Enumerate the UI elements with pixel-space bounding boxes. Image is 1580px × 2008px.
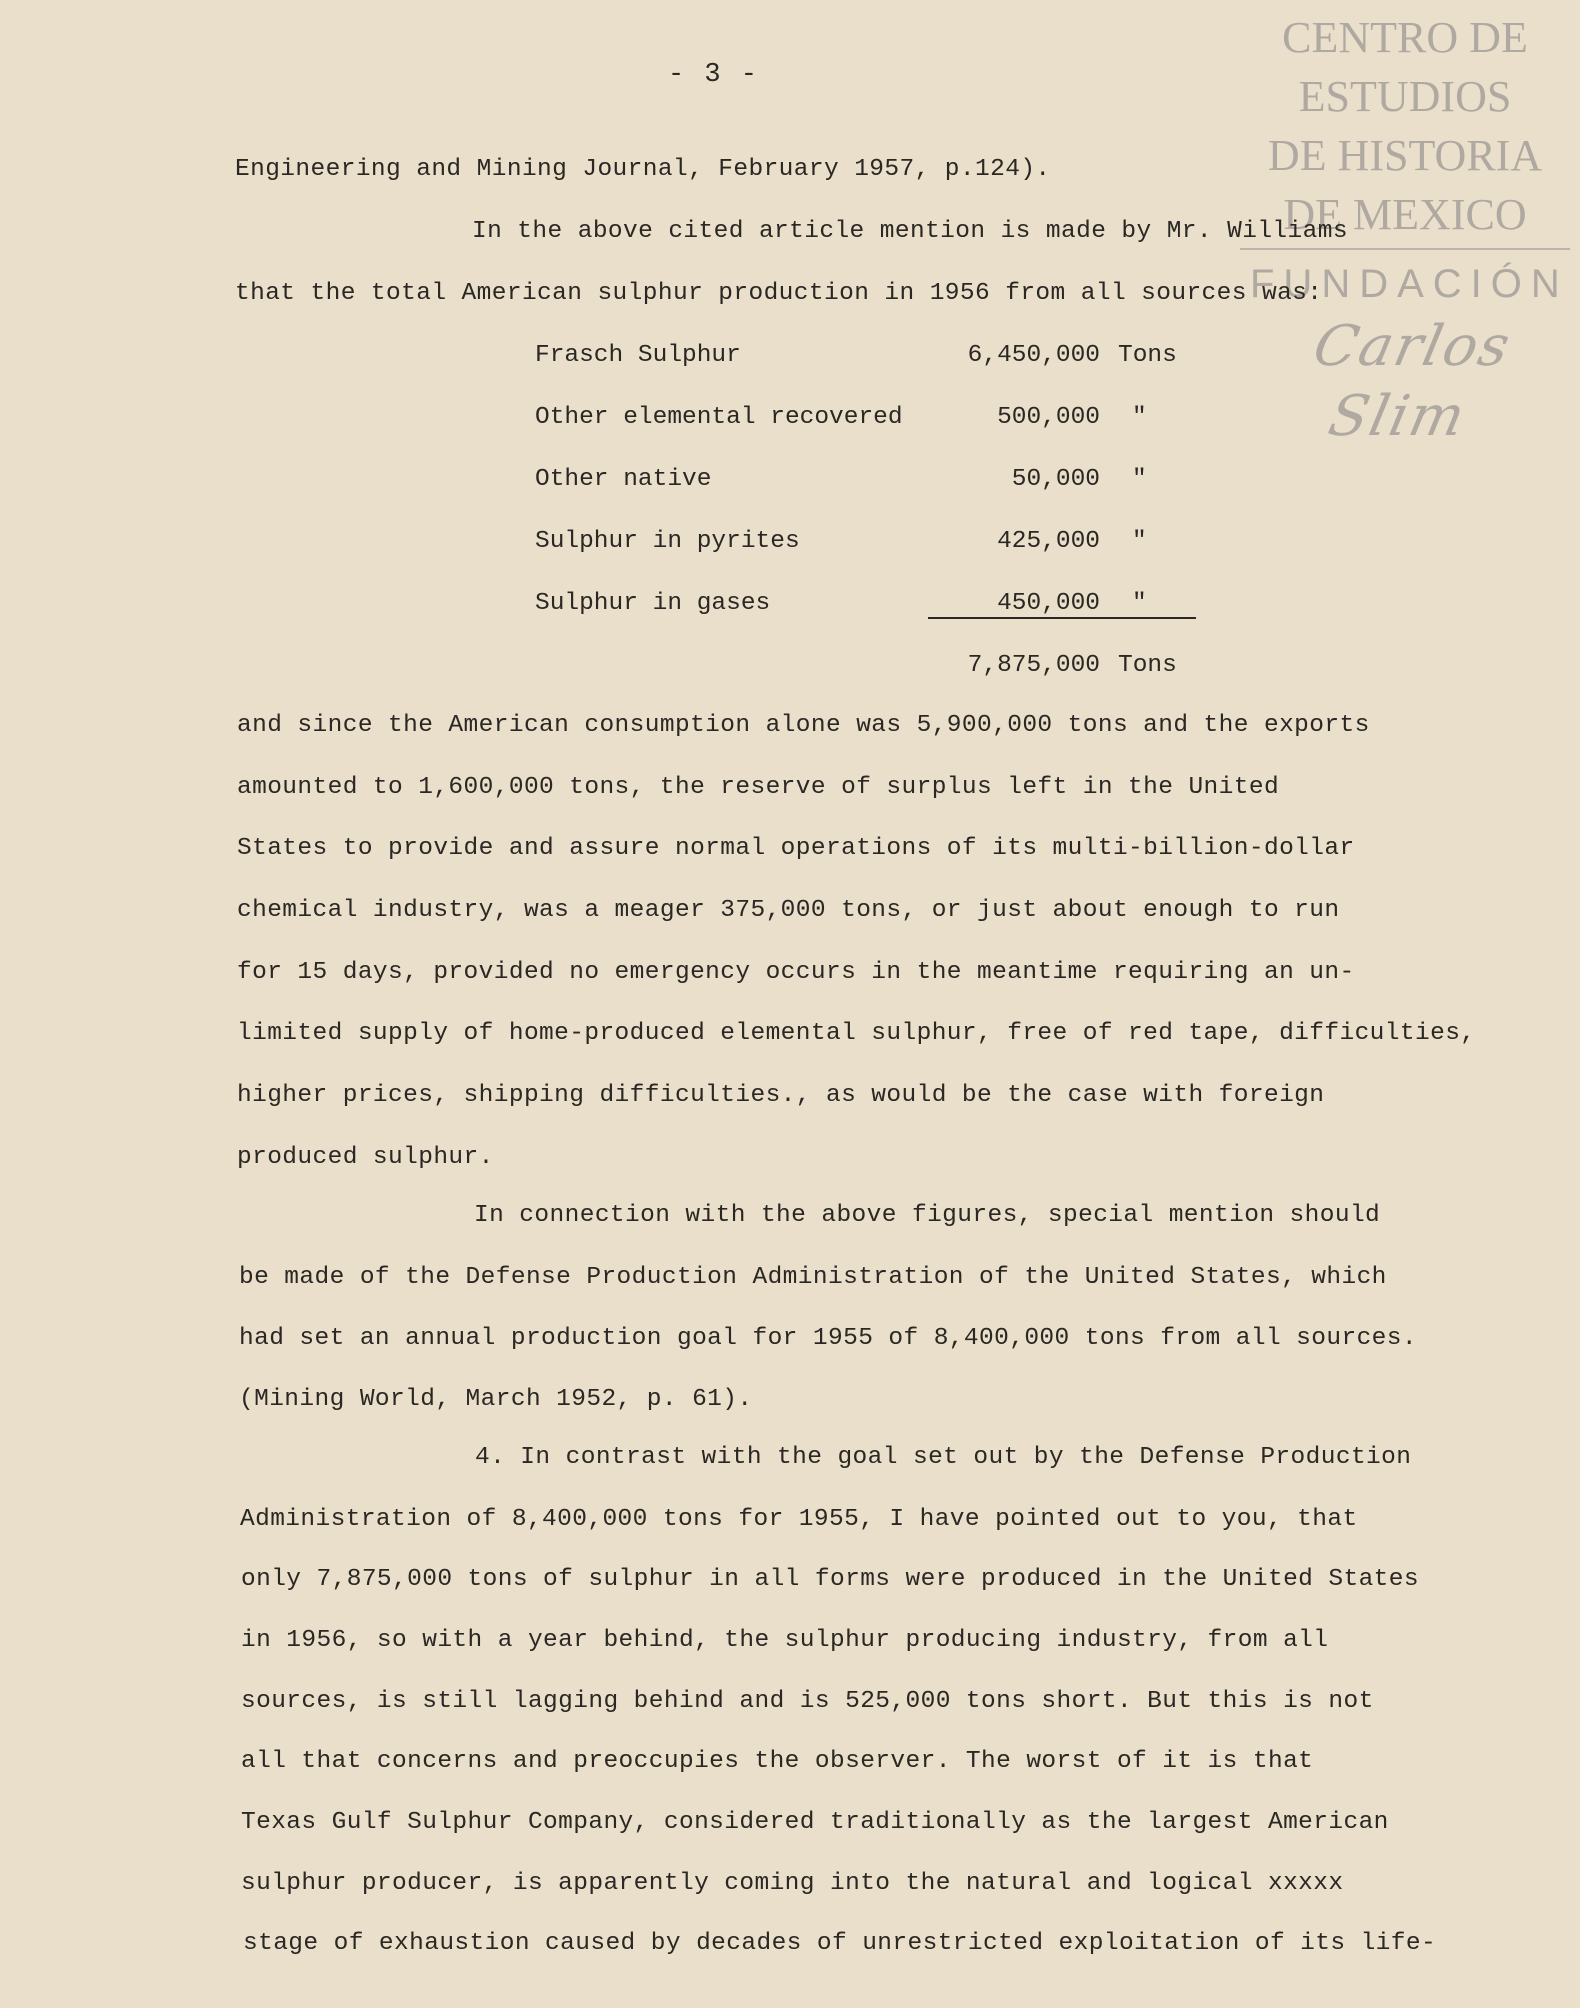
watermark-line: DE HISTORIA — [1267, 131, 1543, 180]
table-row-label: Other elemental recovered — [535, 404, 903, 431]
text-line: limited supply of home-produced elemental sulphur, free of red tape, difficulties, — [237, 1020, 1476, 1047]
text-line: all that concerns and preoccupies the observer. The worst of it is that — [241, 1748, 1314, 1775]
table-row-unit: " — [1132, 528, 1147, 555]
watermark-signature: Carlos Slim — [1307, 314, 1518, 449]
total-rule — [928, 617, 1196, 619]
text-line: for 15 days, provided no emergency occurs in the meantime requiring an un- — [237, 959, 1355, 986]
table-row-value: 450,000 — [997, 590, 1100, 617]
text-line: In connection with the above figures, special mention should — [474, 1202, 1381, 1229]
table-row-value: 50,000 — [1011, 466, 1100, 493]
table-row-value: 425,000 — [997, 528, 1100, 555]
text-line: and since the American consumption alone was 5,900,000 tons and the exports — [237, 712, 1370, 739]
text-line: had set an annual production goal for 1955 of 8,400,000 tons from all sources. — [239, 1325, 1417, 1352]
page-number: - 3 - — [668, 60, 760, 90]
text-line: that the total American sulphur production in 1956 from all sources was: — [235, 280, 1323, 307]
text-line: In the above cited article mention is made by Mr. Williams — [472, 218, 1348, 245]
text-line: amounted to 1,600,000 tons, the reserve of surplus left in the United — [237, 774, 1280, 801]
watermark-line: DE MEXICO — [1283, 190, 1527, 239]
text-line: Texas Gulf Sulphur Company, considered traditionally as the largest American — [241, 1809, 1389, 1836]
text-line: be made of the Defense Production Administration of the United States, which — [239, 1264, 1387, 1291]
table-row-unit: Tons — [1118, 342, 1177, 369]
text-line: Administration of 8,400,000 tons for 1955, I have pointed out to you, that — [240, 1506, 1358, 1533]
text-line: sources, is still lagging behind and is 525,000 tons short. But this is not — [241, 1688, 1374, 1715]
table-row-unit: " — [1132, 590, 1147, 617]
text-line: Engineering and Mining Journal, February 1957, p.124). — [235, 156, 1051, 183]
text-line: sulphur producer, is apparently coming into the natural and logical xxxxx — [241, 1870, 1344, 1897]
table-total-value: 7,875,000 — [967, 652, 1100, 679]
watermark-line: CENTRO DE — [1282, 13, 1528, 62]
text-line: stage of exhaustion caused by decades of unrestricted exploitation of its life- — [243, 1930, 1437, 1957]
watermark-divider — [1240, 248, 1570, 250]
table-row-value: 6,450,000 — [967, 342, 1100, 369]
watermark-foundation: FUNDACIÓN — [1250, 262, 1569, 306]
table-row-label: Sulphur in pyrites — [535, 528, 800, 555]
table-row-unit: " — [1132, 404, 1147, 431]
table-row-label: Sulphur in gases — [535, 590, 771, 617]
table-row-value: 500,000 — [997, 404, 1100, 431]
text-line: in 1956, so with a year behind, the sulphur producing industry, from all — [241, 1627, 1329, 1654]
text-line: chemical industry, was a meager 375,000 tons, or just about enough to run — [237, 897, 1340, 924]
text-line: produced sulphur. — [237, 1144, 494, 1171]
table-total-unit: Tons — [1118, 652, 1177, 679]
text-line: 4. In contrast with the goal set out by the Defense Production — [475, 1444, 1412, 1471]
text-line: higher prices, shipping difficulties., as would be the case with foreign — [237, 1082, 1325, 1109]
text-line: only 7,875,000 tons of sulphur in all forms were produced in the United States — [241, 1566, 1419, 1593]
text-line: States to provide and assure normal operations of its multi-billion-dollar — [237, 835, 1355, 862]
table-row-label: Other native — [535, 466, 712, 493]
table-row-unit: " — [1132, 466, 1147, 493]
watermark-line: ESTUDIOS — [1298, 72, 1512, 121]
table-row-label: Frasch Sulphur — [535, 342, 741, 369]
text-line: (Mining World, March 1952, p. 61). — [239, 1386, 753, 1413]
